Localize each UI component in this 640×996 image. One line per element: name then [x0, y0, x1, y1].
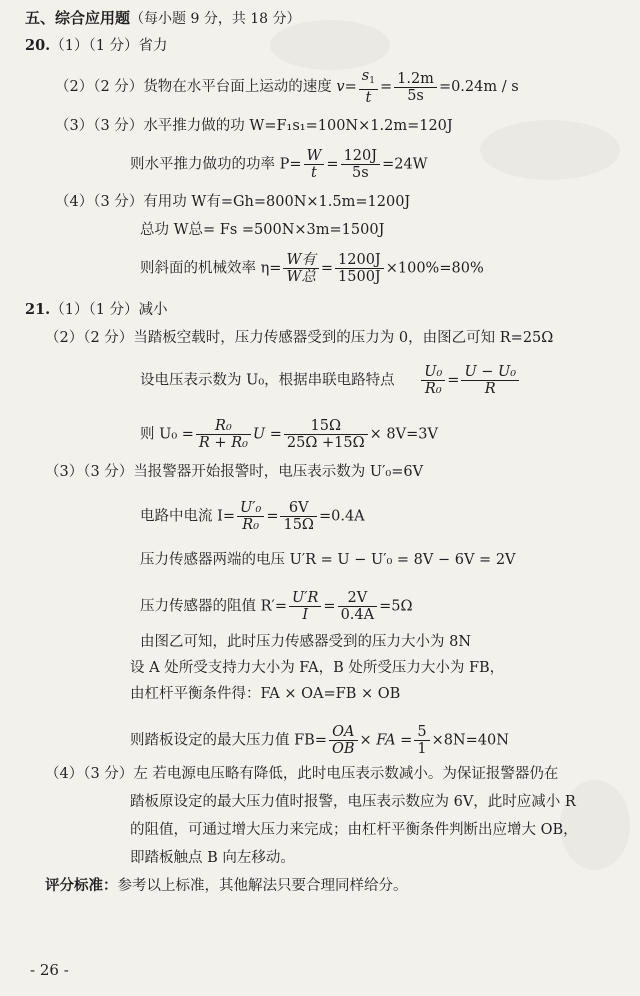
frac-num: OA: [332, 724, 355, 740]
section-title: 五、综合应用题: [25, 9, 131, 27]
q20-part2: （2）（2 分）货物在水平台面上运动的速度 v= $\frac{s_1}{t}$ = $\frac{1.2m}{5s}$ =0.24m / s: [55, 68, 519, 106]
q21-p2-result: × 8V=3V: [369, 426, 438, 443]
q21-part3-voltage: 压力传感器两端的电压 U′R = U − U′₀ = 8V − 6V = 2V: [140, 552, 516, 568]
q21-p3-res-result: =5Ω: [379, 598, 413, 615]
q21-part3-current: 电路中电流 I= $\frac{\text{U′₀}}{\text{R₀}}$ = $\frac{6V}{15\Omega}$ =0.4A: [140, 500, 365, 533]
q21-p3-current-frac2: [280, 500, 316, 533]
q21-p3-l8-result: ×8N=40N: [431, 732, 509, 749]
grading-standard: [45, 876, 408, 896]
section-heading: [25, 8, 301, 29]
q20-p2-lhs: v: [336, 79, 345, 95]
q20-p4-line3: 则斜面的机械效率 η=: [140, 260, 282, 277]
frac-num: 15Ω: [310, 418, 341, 434]
frac-num: U − U₀: [464, 364, 517, 380]
q21-p3-line2: 电路中电流 I=: [140, 508, 235, 525]
frac-den: R₀: [421, 380, 445, 397]
q21-part4-line3: 的阻值，可通过增大压力来完成；由杠杆平衡条件判断出应增大 OB，: [130, 822, 578, 838]
frac-den: R + R₀: [196, 434, 251, 451]
frac-num: 120J: [343, 148, 378, 164]
frac-den: 15Ω: [280, 516, 316, 533]
q21-p2-frac-right: [461, 364, 519, 397]
q21-part3-max-force: [130, 724, 509, 757]
frac-num: 1200J: [338, 252, 381, 268]
q20-number: 20.: [25, 37, 51, 54]
q21-p3-line4: 压力传感器的阻值 R′=: [140, 598, 287, 615]
q20-p1-answer: 省力: [138, 38, 168, 54]
q21-p3-res-frac2: [338, 590, 378, 623]
q21-p2-frac-left: [421, 364, 445, 397]
frac-num: 5: [417, 724, 427, 740]
q20-part4-total-work: 总功 W总= Fs =500N×3m=1500J: [140, 222, 385, 238]
q21-p2-frac2: [284, 418, 368, 451]
grading-label: 评分标准：: [45, 877, 118, 894]
q21-p3-l8-mid: × FA =: [359, 732, 413, 749]
q20-part4: [55, 192, 410, 212]
frac-den: OB: [329, 740, 358, 757]
q21-p2-line1: 当踏板空载时，压力传感器受到的压力为 0，由图乙可知 R=25Ω: [133, 330, 554, 346]
frac-den: t: [359, 89, 378, 106]
q21-number: 21.: [25, 301, 51, 318]
q20-p4-label: （4）（3 分）: [55, 194, 144, 210]
q21-p3-ratio-frac: [329, 724, 358, 757]
q20-p2-frac-symbolic: [359, 68, 378, 106]
q20-p3-line1: 水平推力做的功 W=F₁s₁=100N×1.2m=120J: [143, 118, 453, 134]
q21-p3-current-frac1: [237, 500, 264, 533]
section-note: （每小题 9 分，共 18 分）: [130, 11, 301, 27]
q20-part4-efficiency: 则斜面的机械效率 η= $\frac{\text{W有}}{\text{W总}}$ = $\frac{1200J}{1500J}$ ×100%=80%: [140, 252, 484, 285]
frac-den: R: [461, 380, 519, 397]
q20-p3-result: =24W: [382, 156, 428, 173]
frac-num: 1.2m: [397, 70, 434, 87]
q21-part2-series: 设电压表示数为 U₀，根据串联电路特点 $\frac{\text{U₀}}{\text{R₀}}$ = $\frac{\text{U − U₀}}{R}$: [140, 364, 521, 397]
q21-part3: [45, 462, 423, 482]
grading-text: 参考以上标准，其他解法只要合理同样给分。: [117, 878, 408, 894]
q20-p3-frac-symbolic: [304, 148, 325, 181]
frac-den: 1500J: [335, 268, 384, 285]
q21-p2-line3: 则 U₀ =: [140, 426, 194, 443]
frac-num: 2V: [347, 590, 368, 606]
q21-part3-lever: 由杠杆平衡条件得：FA × OA=FB × OB: [130, 686, 401, 702]
frac-num: s: [361, 68, 370, 84]
page-number: - 26 -: [30, 961, 69, 979]
q21-part4-line2: 踏板原设定的最大压力值时报警，电压表示数应为 6V，此时应减小 R: [130, 794, 576, 810]
q21-part3-chart-read: 由图乙可知，此时压力传感器受到的压力大小为 8N: [140, 634, 472, 650]
q21-p4-label: （4）（3 分）: [45, 766, 134, 782]
q20-p4-frac-numeric: [335, 252, 384, 285]
q21-p3-line8: 则踏板设定的最大压力值 FB=: [130, 732, 327, 749]
frac-num: U′R: [291, 590, 319, 606]
q20-p3-line2: 则水平推力做功的功率 P=: [130, 156, 302, 173]
q20-p4-line1: 有用功 W有=Gh=800N×1.5m=1200J: [143, 194, 411, 210]
q21-p2-frac1: [196, 418, 251, 451]
frac-den: I: [289, 606, 321, 623]
frac-num: U′₀: [240, 500, 262, 516]
q20-p2-label: （2）（2 分）: [55, 79, 144, 95]
frac-num: R₀: [215, 418, 232, 434]
q21-part1: [25, 300, 168, 320]
q20-p4-frac-symbolic: [283, 252, 318, 285]
q21-p3-line1: 当报警器开始报警时，电压表示数为 U′₀=6V: [133, 464, 424, 480]
q21-p3-current-result: =0.4A: [318, 508, 365, 525]
q21-p3-value-frac: [414, 724, 429, 757]
q20-p1-label: （1）（1 分）: [50, 38, 139, 54]
q20-p3-label: （3）（3 分）: [55, 118, 144, 134]
frac-num: 6V: [288, 500, 309, 516]
scan-smudge: [480, 120, 620, 180]
q21-p1-label: （1）（1 分）: [50, 302, 139, 318]
q21-part4: [45, 764, 558, 784]
q20-part1: [25, 36, 168, 56]
q20-p2-eq: =: [344, 79, 357, 95]
q20-p2-result: =0.24m / s: [438, 79, 519, 95]
q21-p3-label: （3）（3 分）: [45, 464, 134, 480]
frac-num: W: [306, 148, 322, 164]
frac-num: U₀: [424, 364, 443, 380]
q20-part3-power: 则水平推力做功的功率 P= $\frac{W}{t}$ = $\frac{120J}{5s}$ =24W: [130, 148, 428, 181]
q21-p4-line1: 左 若电源电压略有降低，此时电压表示数减小。为保证报警器仍在: [133, 766, 559, 782]
q21-p2-label: （2）（2 分）: [45, 330, 134, 346]
q21-p1-answer: 减小: [138, 302, 168, 318]
q20-part3: [55, 116, 453, 136]
q21-part4-line4: 即踏板触点 B 向左移动。: [130, 850, 295, 866]
q20-p4-result: ×100%=80%: [385, 260, 484, 277]
frac-num-sub: 1: [369, 76, 375, 86]
frac-den: 5s: [341, 164, 381, 181]
q20-p2-frac-numeric: [394, 71, 437, 104]
frac-den: W总: [283, 268, 318, 285]
q21-part3-forces: 设 A 处所受支持力大小为 FA，B 处所受压力大小为 FB，: [130, 660, 505, 676]
q21-p3-res-frac1: [289, 590, 321, 623]
q21-part3-resistance: 压力传感器的阻值 R′= $\frac{U'R}{I}$ = $\frac{2V}{0.4A}$ =5Ω: [140, 590, 413, 623]
q21-p2-line2: 设电压表示数为 U₀，根据串联电路特点: [140, 372, 395, 389]
frac-den: 0.4A: [338, 606, 378, 623]
frac-den: R₀: [237, 516, 264, 533]
q21-part2: [45, 328, 553, 348]
frac-den: 25Ω +15Ω: [284, 434, 368, 451]
frac-num: W有: [286, 252, 316, 268]
frac-den: 5s: [394, 87, 437, 104]
q20-p3-frac-numeric: [341, 148, 381, 181]
q21-p2-mid: U =: [252, 426, 282, 443]
q20-p2-text: 货物在水平台面上运动的速度: [143, 79, 332, 95]
q21-part2-result: [140, 418, 438, 451]
frac-den: 1: [414, 740, 429, 757]
frac-den: t: [304, 164, 325, 181]
